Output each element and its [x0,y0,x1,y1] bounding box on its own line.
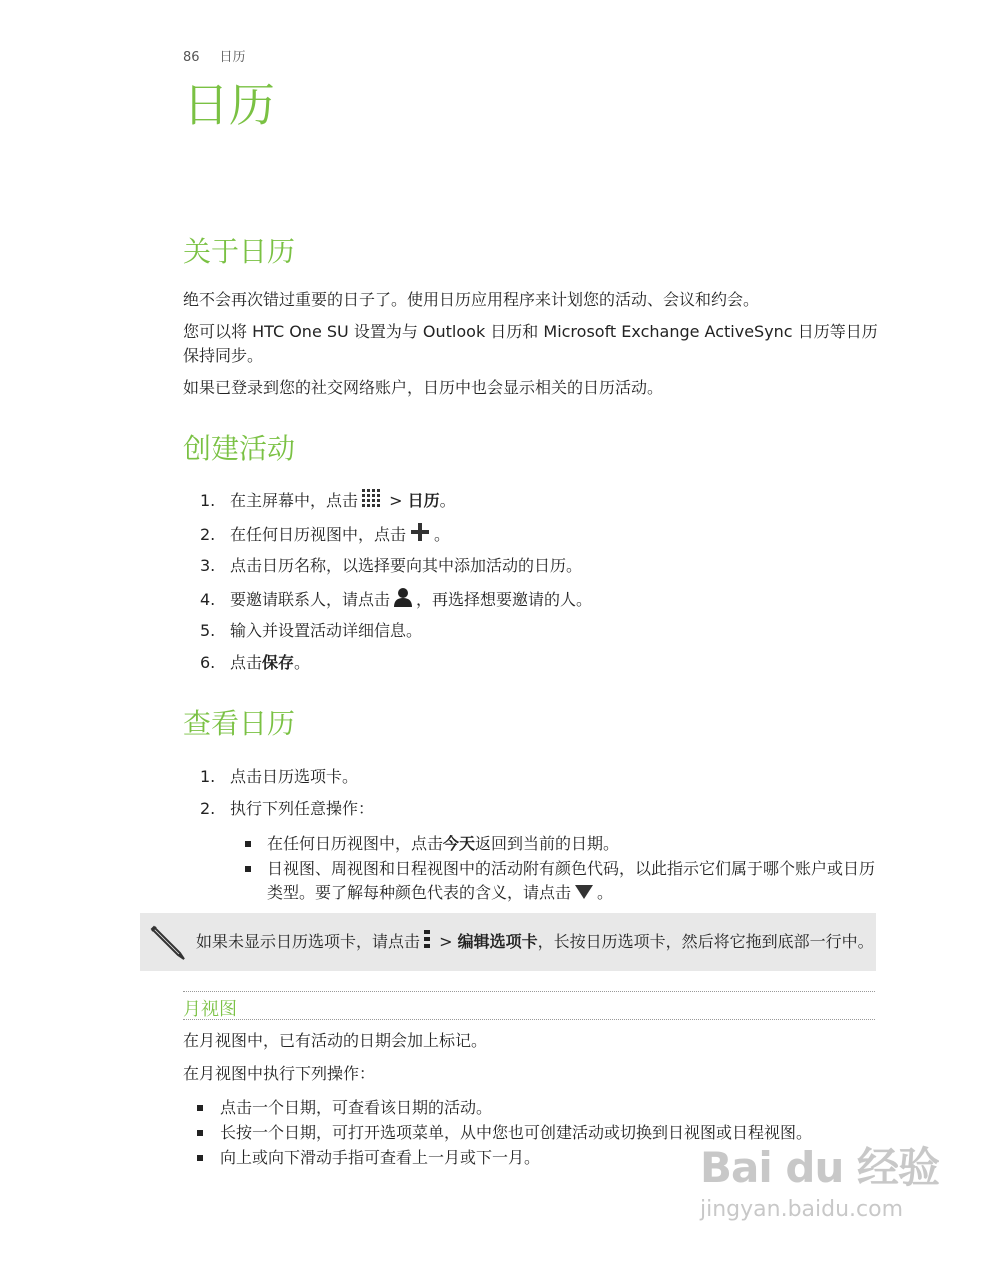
about-paragraph-1: 绝不会再次错过重要的日子了。使用日历应用程序来计划您的活动、会议和约会。 [183,290,760,309]
subheading-bottom-rule [183,1019,875,1020]
all-apps-icon [362,489,380,514]
page-number: 86 [183,50,200,65]
month-view-paragraph-2: 在月视图中执行下列操作： [183,1064,376,1083]
create-step-5: 5. 输入并设置活动详细信息。 [200,621,423,640]
watermark-url: jingyan.baidu.com [700,1197,904,1222]
view-bullet-1: 在任何日历视图中，点击今天返回到当前的日期。 [245,832,875,856]
subheading-top-rule [183,991,875,992]
create-step-2: 2. 在任何日历视图中，点击 。 [200,522,450,549]
view-heading: 查看日历 [183,707,296,740]
note-box: 如果未显示日历选项卡，请点击 > 编辑选项卡，长按日历选项卡，然后将它拖到底部一行中。 [140,913,876,971]
plus-icon [410,522,430,549]
note-bold-text: 编辑选项卡 [457,932,538,951]
about-heading: 关于日历 [183,235,296,268]
note-text-end: ，长按日历选项卡，然后将它拖到底部一行中。 [537,932,874,951]
bullet-marker [197,1105,203,1111]
triangle-down-icon [575,882,593,906]
month-view-bullet-2: 长按一个日期，可打开选项菜单，从中您也可创建活动或切换到日视图或日程视图。 [197,1121,877,1145]
menu-dots-icon [424,930,430,955]
create-step-4: 4. 要邀请联系人，请点击 ，再选择想要邀请的人。 [200,587,592,614]
bullet-marker [245,841,251,847]
page-header [183,46,246,65]
view-step-1: 1. 点击日历选项卡。 [200,767,359,786]
month-view-bullet-1: 点击一个日期，可查看该日期的活动。 [197,1096,877,1120]
view-step-2: 2. 执行下列任意操作： [200,799,375,818]
month-view-bullet-3: 向上或向下滑动手指可查看上一月或下一月。 [197,1146,877,1170]
person-icon [394,587,412,614]
pencil-icon [148,923,188,967]
watermark-brand: Bai du 经验 [700,1143,939,1192]
bullet-marker [197,1155,203,1161]
header-section: 日历 [219,50,246,65]
create-heading: 创建活动 [183,432,296,465]
create-step-6: 6. 点击保存。 [200,653,311,672]
month-view-heading: 月视图 [183,999,237,1020]
chapter-title: 日历 [183,78,275,132]
month-view-paragraph-1: 在月视图中，已有活动的日期会加上标记。 [183,1031,488,1050]
note-text-start: 如果未显示日历选项卡，请点击 [196,932,421,951]
bullet-marker [197,1130,203,1136]
about-paragraph-3: 如果已登录到您的社交网络账户，日历中也会显示相关的日历活动。 [183,378,664,397]
create-step-3: 3. 点击日历名称，以选择要向其中添加活动的日历。 [200,556,583,575]
bullet-marker [245,866,251,872]
create-step-1: 1. 在主屏幕中，点击 > 日历。 [200,489,456,514]
baidu-watermark [700,1135,939,1222]
view-bullet-2: 日视图、周视图和日程视图中的活动附有颜色代码，以此指示它们属于哪个账户或日历类型。要了解每种颜色代表的含义，请点击 。 [245,857,875,906]
about-paragraph-2: 您可以将 HTC One SU 设置为与 Outlook 日历和 Microsoft Exchange ActiveSync 日历等日历保持同步。 [183,322,878,365]
